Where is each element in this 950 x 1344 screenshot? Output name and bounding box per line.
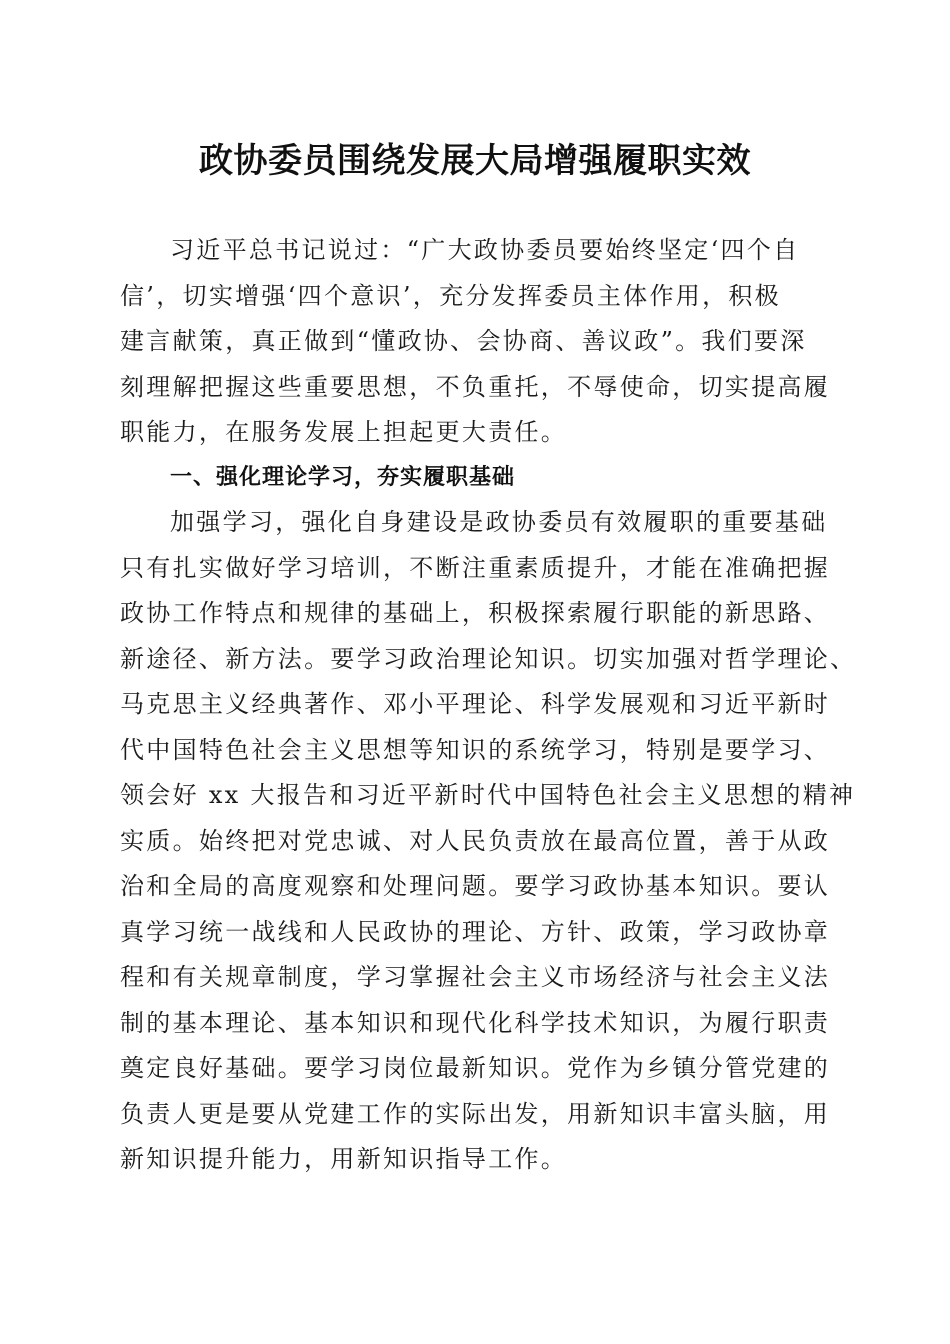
paragraph-line: 只有扎实做好学习培训，不断注重素质提升，才能在准确把握 (120, 553, 831, 582)
paragraph-line: 刻理解把握这些重要思想，不负重托，不辱使命，切实提高履 (120, 372, 831, 401)
section-heading: 一、强化理论学习，夯实履职基础 (170, 465, 516, 490)
paragraph-line: 新知识提升能力，用新知识指导工作。 (120, 1145, 568, 1173)
paragraph-line: 信’，切实增强‘四个意识’，充分发挥委员主体作用，积极 (120, 281, 781, 310)
paragraph-line: 习近平总书记说过：“广大政协委员要始终坚定‘四个自 (170, 236, 800, 264)
paragraph-line: 治和全局的高度观察和处理问题。要学习政协基本知识。要认 (120, 872, 831, 900)
intro-paragraph (120, 228, 832, 456)
paragraph-line: 职能力，在服务发展上担起更大责任。 (120, 418, 568, 446)
paragraph-line: 奠定良好基础。要学习岗位最新知识。党作为乡镇分管党建的 (120, 1054, 831, 1082)
paragraph-line: 实质。始终把对党忠诚、对人民负责放在最高位置，善于从政 (120, 826, 831, 855)
paragraph-line: 加强学习，强化自身建设是政协委员有效履职的重要基础 (170, 508, 828, 536)
section-paragraph (120, 500, 857, 1183)
paragraph-line: 马克思主义经典著作、邓小平理论、科学发展观和习近平新时 (120, 690, 831, 718)
paragraph-line: 真学习统一战线和人民政协的理论、方针、政策，学习政协章 (120, 917, 831, 946)
document-title: 政协委员围绕发展大局增强履职实效 (199, 141, 751, 181)
paragraph-line: 领会好 xx 大报告和习近平新时代中国特色社会主义思想的精神 (120, 781, 856, 809)
paragraph-line: 代中国特色社会主义思想等知识的系统学习，特别是要学习、 (120, 735, 831, 764)
paragraph-line: 新途径、新方法。要学习政治理论知识。切实加强对哲学理论、 (120, 644, 857, 673)
section-heading-block (120, 455, 832, 501)
paragraph-line: 建言献策，真正做到“懂政协、会协商、善议政”。我们要深 (120, 327, 807, 355)
paragraph-line: 程和有关规章制度，学习掌握社会主义市场经济与社会主义法 (120, 963, 831, 991)
paragraph-line: 政协工作特点和规律的基础上，积极探索履行职能的新思路、 (120, 599, 831, 627)
paragraph-line: 制的基本理论、基本知识和现代化科学技术知识，为履行职责 (120, 1008, 831, 1037)
paragraph-line: 负责人更是要从党建工作的实际出发，用新知识丰富头脑，用 (120, 1099, 831, 1128)
